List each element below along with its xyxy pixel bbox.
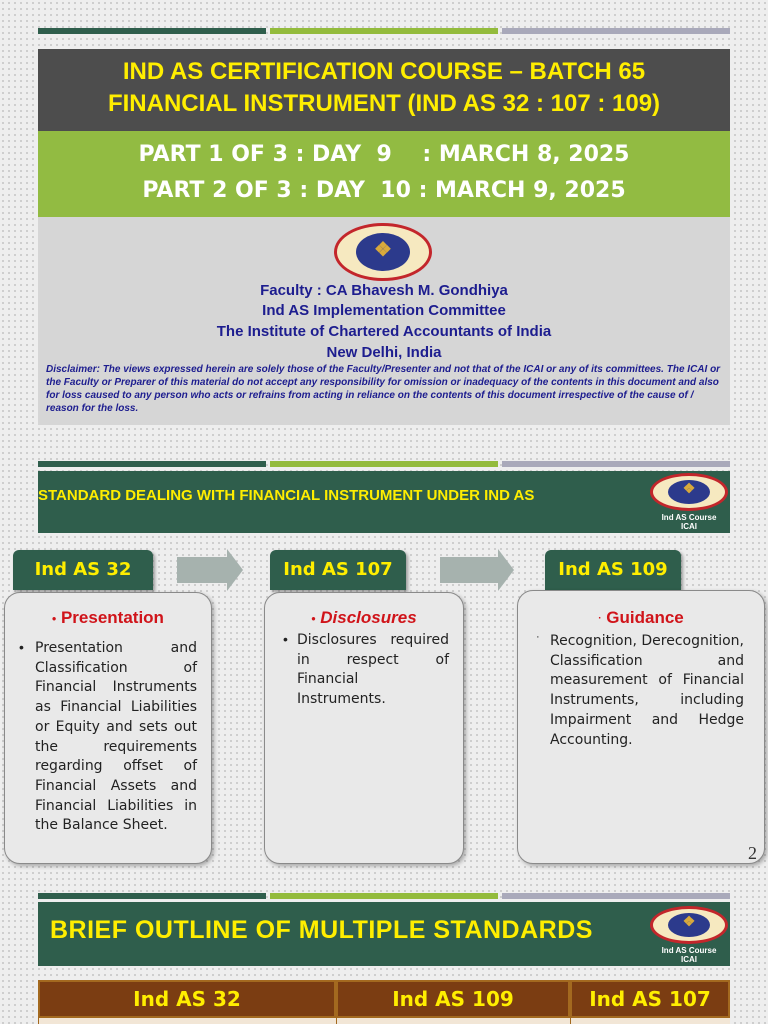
slide2-stripes — [38, 461, 730, 467]
logo-caption: Ind AS Course ICAI — [661, 513, 717, 531]
faculty-name: Faculty : CA Bhavesh M. Gondhiya — [260, 282, 508, 299]
bullet-icon: • — [19, 639, 24, 655]
table-row — [336, 1018, 570, 1024]
card-disclosures — [264, 592, 464, 864]
tab-ind-as-109[interactable]: Ind AS 109 — [545, 550, 681, 590]
arrow-right-icon — [440, 557, 498, 583]
tab-ind-as-32[interactable]: Ind AS 32 — [13, 550, 153, 590]
schedule-part2: PART 2 OF 3 : DAY 10 : MARCH 9, 2025 — [142, 178, 626, 203]
course-subtitle: FINANCIAL INSTRUMENT (IND AS 32 : 107 : 109) — [107, 90, 661, 117]
bullet-icon: · — [536, 631, 540, 643]
top-stripes — [38, 28, 730, 34]
card-guidance — [517, 590, 765, 864]
table-row — [38, 1018, 336, 1024]
column-header-ind-as-107: Ind AS 107 — [570, 980, 730, 1018]
committee-name: Ind AS Implementation Committee — [262, 302, 506, 319]
schedule-part1: PART 1 OF 3 : DAY 9 : MARCH 8, 2025 — [138, 142, 630, 167]
icai-logo-icon: ❖ — [650, 906, 728, 944]
slide2-title: STANDARD DEALING WITH FINANCIAL INSTRUMENT UNDER IND AS — [38, 487, 535, 504]
card-heading: • Presentation — [52, 608, 164, 627]
slide3-title: BRIEF OUTLINE OF MULTIPLE STANDARDS — [50, 916, 593, 944]
column-header-ind-as-109: Ind AS 109 — [336, 980, 570, 1018]
bullet-icon: • — [283, 631, 288, 647]
tab-ind-as-107[interactable]: Ind AS 107 — [270, 550, 406, 590]
table-row — [570, 1018, 730, 1024]
column-header-ind-as-32: Ind AS 32 — [38, 980, 336, 1018]
card-heading: · Guidance — [598, 608, 684, 627]
page-number: 2 — [748, 843, 757, 863]
icai-logo-icon: ❖ — [334, 223, 432, 281]
disclaimer-text: Disclaimer: The views expressed herein are solely those of the Faculty/Presenter and not that of the ICAI or any of its committees. The ICAI or the Faculty or Preparer of this material do not accept any responsibility for omission or inadequacy of the contents in this document and also for loss caused to any person who acts or refrains from acting in reliance on the contents of this document irrespective of the cause of / reason for the loss. — [46, 364, 721, 414]
card-heading: • Disclosures — [311, 608, 417, 627]
arrow-right-icon — [177, 557, 227, 583]
card-body: Recognition, Derecognition, Classification and measurement of Financial Instruments, including Impairment and Hedge Accounting. — [550, 633, 744, 748]
institute-name: The Institute of Chartered Accountants of India — [216, 323, 552, 340]
slide3-stripes — [38, 893, 730, 899]
card-presentation — [4, 592, 212, 864]
slide3-header — [38, 902, 730, 966]
faculty-panel — [38, 217, 730, 425]
logo-caption: Ind AS Course ICAI — [661, 946, 717, 964]
course-title: IND AS CERTIFICATION COURSE – BATCH 65 — [122, 58, 646, 85]
card-body: Presentation and Classification of Financial Instruments as Financial Liabilities or Equity and sets out the requirements regarding offset of Financial Assets and Financial Liabilities in the Balance Sheet. — [35, 640, 197, 834]
slide2-header — [38, 471, 730, 533]
icai-logo-icon: ❖ — [650, 473, 728, 511]
schedule-box — [38, 131, 730, 217]
course-title-box — [38, 49, 730, 131]
city-name: New Delhi, India — [326, 344, 442, 361]
card-body: Disclosures required in respect of Financial Instruments. — [297, 632, 449, 708]
